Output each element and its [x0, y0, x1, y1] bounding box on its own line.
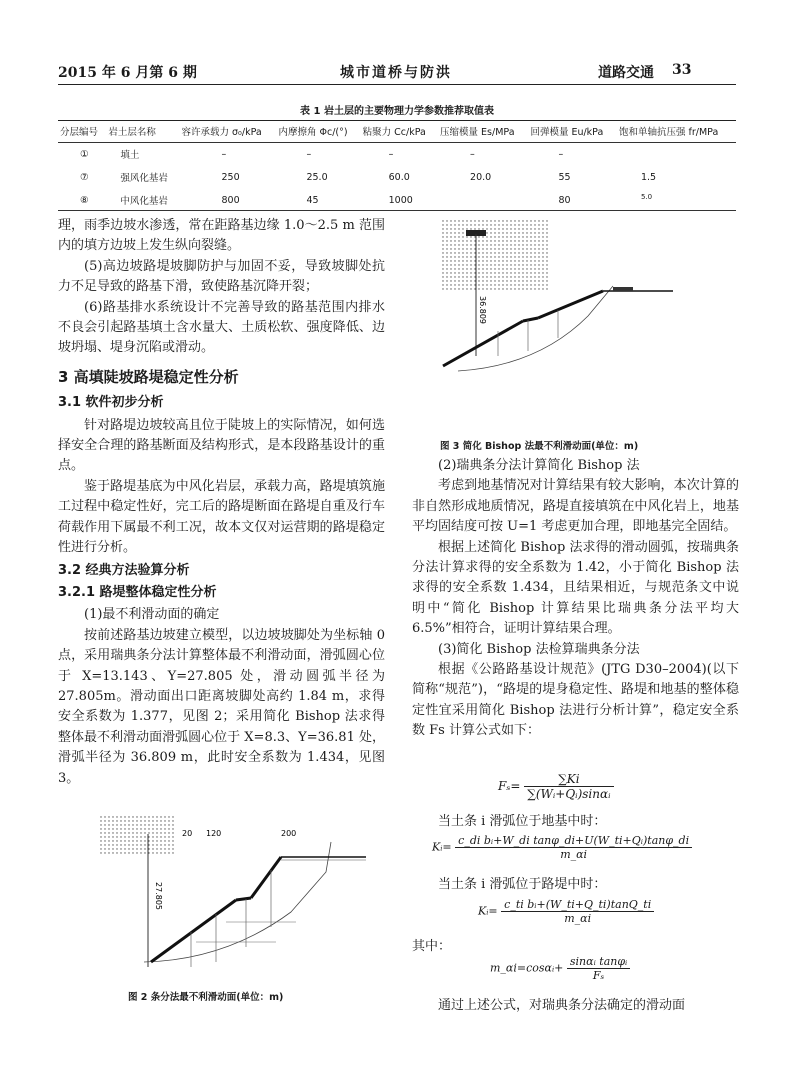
table-cell: 1000: [388, 194, 413, 206]
table-header: 粘聚力 Cc/kPa: [361, 121, 438, 143]
table-header: 回弹模量 Eu/kPa: [528, 121, 617, 143]
table-cell: 25.0: [306, 171, 328, 183]
formula-m-alpha: [490, 955, 630, 982]
berm: [523, 318, 538, 321]
table-cell: ⑦: [80, 171, 89, 183]
table-cell: 250: [221, 171, 240, 183]
table-header: 容许承载力 σ₀/kPa: [180, 121, 277, 143]
table-cell: –: [558, 148, 564, 160]
paragraph: 理，雨季边坡水渗透，常在距路基边缘 1.0～2.5 m 范围内的填方边坡上发生纵向裂缝。: [58, 218, 385, 254]
paragraph: (1)最不利滑动面的确定: [84, 607, 220, 623]
paragraph: 当土条 i 滑弧位于地基中时：: [438, 814, 607, 829]
formula-lhs: Kᵢ=: [478, 904, 498, 918]
table-cell: 55: [558, 171, 571, 183]
table-cell: [617, 143, 736, 167]
subsection-heading: 3.2 经典方法验算分析: [58, 562, 190, 578]
formula-lhs: m_αi=cosαᵢ+: [490, 961, 564, 975]
table-cell: –: [388, 148, 394, 160]
figure-3-diagram: [438, 216, 708, 416]
soil-parameter-table: [58, 121, 736, 212]
table-cell: [438, 189, 528, 212]
subsection-heading: 3.1 软件初步分析: [58, 395, 164, 411]
table-cell: ⑧: [80, 194, 89, 206]
table-cell: 1.5: [640, 171, 657, 183]
slope-upper: [251, 857, 281, 898]
figure-2-caption: 图 2 条分法最不利滑动面(单位：m): [128, 992, 284, 1003]
paragraph: 根据上述简化 Bishop 法求得的滑动圆弧，按瑞典条分法计算求得的安全系数为 1.42，小于简化 Bishop 法求得的安全系数 1.434，且结果相近，与规范条文中说明中“简化 Bishop 计算结果比瑞典条分法平均大 6.5%”相符合，证明计算结果合理。: [412, 539, 739, 637]
table-cell: 45: [306, 194, 319, 206]
table-cell: 5.0: [640, 193, 653, 201]
table-caption: 表 1 岩土层的主要物理力学参数推荐取值表: [300, 106, 494, 117]
center-search-grid: [440, 218, 550, 290]
load-marker: [613, 287, 633, 291]
table-header: 分层编号: [58, 121, 106, 143]
paragraph: 鉴于路堤基底为中风化岩层，承载力高，路堤填筑施工过程中稳定性好，完工后的路堤断面在路堤自重及行车荷载作用下属最不利工况，故本文仅对运营期的路堤稳定性进行分析。: [58, 478, 385, 556]
issue-label: 2015 年 6 月第 6 期: [58, 65, 197, 81]
paragraph: (3)简化 Bishop 法检算瑞典条分法: [438, 641, 640, 657]
paragraph: 按前述路基边坡建立模型，以边坡坡脚处为坐标轴 0 点，采用瑞典条分法计算整体最不利滑动面，滑弧圆心位于 X=13.143、Y=27.805 处，滑动圆弧半径为 27.805m。滑动面出口距离坡脚处高约 1.84 m，求得安全系数为 1.377，见图 2；采用简化 Bishop 法求得整体最不利滑动面滑弧圆心位于 X=8.3、Y=36.81 处，滑弧半径为 36.809 m，此时安全系数为 1.434，见图 3。: [58, 627, 385, 786]
table-cell: –: [470, 148, 475, 160]
paragraph: 当土条 i 滑弧位于路堤中时：: [438, 877, 607, 892]
formula-numerator: c_di bᵢ+W_di tanφ_di+U(W_ti+Qᵢ)tanφ_di: [455, 834, 692, 848]
table-row: [58, 166, 736, 189]
table-header: 饱和单轴抗压强 fr/MPa: [617, 121, 736, 143]
formula-ki-foundation: [432, 834, 692, 861]
table-cell: 60.0: [388, 171, 410, 183]
table-header: 岩土层名称: [106, 121, 179, 143]
center-search-grid: [98, 814, 176, 854]
dimension-label: 20: [182, 829, 193, 838]
formula-denominator: m_αi: [564, 912, 592, 925]
table-header: 内摩擦角 Φc/(°): [276, 121, 360, 143]
formula-safety-factor: [498, 772, 614, 801]
table-header-row: [58, 121, 736, 143]
table-cell: 20.0: [470, 171, 492, 183]
formula-numerator: ∑Ki: [524, 772, 613, 787]
paragraph: 根据《公路路基设计规范》(JTG D30–2004)(以下简称“规范”)，“路堤的堤身稳定性、路堤和地基的整体稳定性宜采用简化 Bishop 法进行分析计算”，稳定安全系数 Fs 计算公式如下：: [412, 662, 739, 739]
table-cell: ①: [80, 148, 89, 160]
table-cell: –: [221, 148, 227, 160]
paragraph: (5)高边坡路堤坡脚防护与加固不妥，导致坡脚处抗力不足导致的路基下滑，致使路基沉降开裂；: [58, 258, 385, 295]
paragraph: (6)路基排水系统设计不完善导致的路基范围内排水不良会引起路基填土含水量大、土质松软、强度降低、边坡坍塌、堤身沉陷或滑动。: [58, 299, 385, 356]
formula-lhs: Fₛ=: [498, 779, 521, 793]
formula-numerator: c_ti bᵢ+(W_ti+Q_ti)tanQ_ti: [501, 898, 654, 912]
paragraph: 考虑到地基情况对计算结果有较大影响，本次计算的非自然形成地质情况，路堤直接填筑在中风化岩上，地基平均固结度可按 U=1 考虑更加合理，即地基完全固结。: [412, 478, 739, 535]
table-cell: 800: [221, 194, 240, 206]
section-heading: 3 高填陡坡路堤稳定性分析: [58, 367, 239, 386]
formula-lhs: Kᵢ=: [432, 840, 452, 854]
table-bottom-rule: [58, 210, 736, 211]
formula-numerator: sinαᵢ tanφᵢ: [567, 955, 630, 969]
dimension-label: 120: [206, 829, 222, 838]
paragraph: 通过上述公式，对瑞典条分法确定的滑动面: [438, 998, 686, 1013]
dimension-label: 200: [281, 829, 297, 838]
figure-3-caption: 图 3 简化 Bishop 法最不利滑动面(单位：m): [440, 441, 639, 452]
table-cell: 80: [558, 194, 571, 206]
paragraph: 针对路堤边坡较高且位于陡坡上的实际情况，如何选择安全合理的路基断面及结构形式，是本段路基设计的重点。: [58, 417, 385, 474]
radius-label: 27.805: [154, 882, 163, 910]
radius-label: 36.809: [478, 296, 487, 324]
table-cell: 强风化基岩: [120, 173, 168, 184]
formula-ki-embankment: [478, 898, 654, 925]
table-row: [58, 189, 736, 212]
section-label: 道路交通: [598, 65, 654, 81]
left-column: [58, 216, 385, 789]
paragraph: (2)瑞典条分法计算简化 Bishop 法: [438, 458, 640, 473]
formula-denominator: Fₛ: [592, 969, 605, 982]
table-cell: 中风化基岩: [120, 196, 168, 207]
formula-denominator: ∑(Wᵢ+Qᵢ)sinαᵢ: [527, 787, 611, 801]
page-number: 33: [672, 62, 692, 78]
table-row: [58, 143, 736, 167]
berm: [236, 898, 251, 900]
table-cell: 填土: [120, 150, 140, 161]
header-rule: [58, 84, 736, 85]
figure-2-diagram: [96, 812, 386, 977]
formula-denominator: m_αi: [560, 848, 588, 861]
slope-lower: [443, 321, 523, 366]
table-header: 压缩模量 Es/MPa: [438, 121, 528, 143]
right-column: [412, 456, 739, 742]
slope-upper: [538, 291, 603, 318]
paragraph: 其中：: [412, 939, 452, 954]
subsubsection-heading: 3.2.1 路堤整体稳定性分析: [58, 584, 217, 600]
table-cell: –: [306, 148, 312, 160]
journal-title: 城市道桥与防洪: [340, 65, 452, 81]
